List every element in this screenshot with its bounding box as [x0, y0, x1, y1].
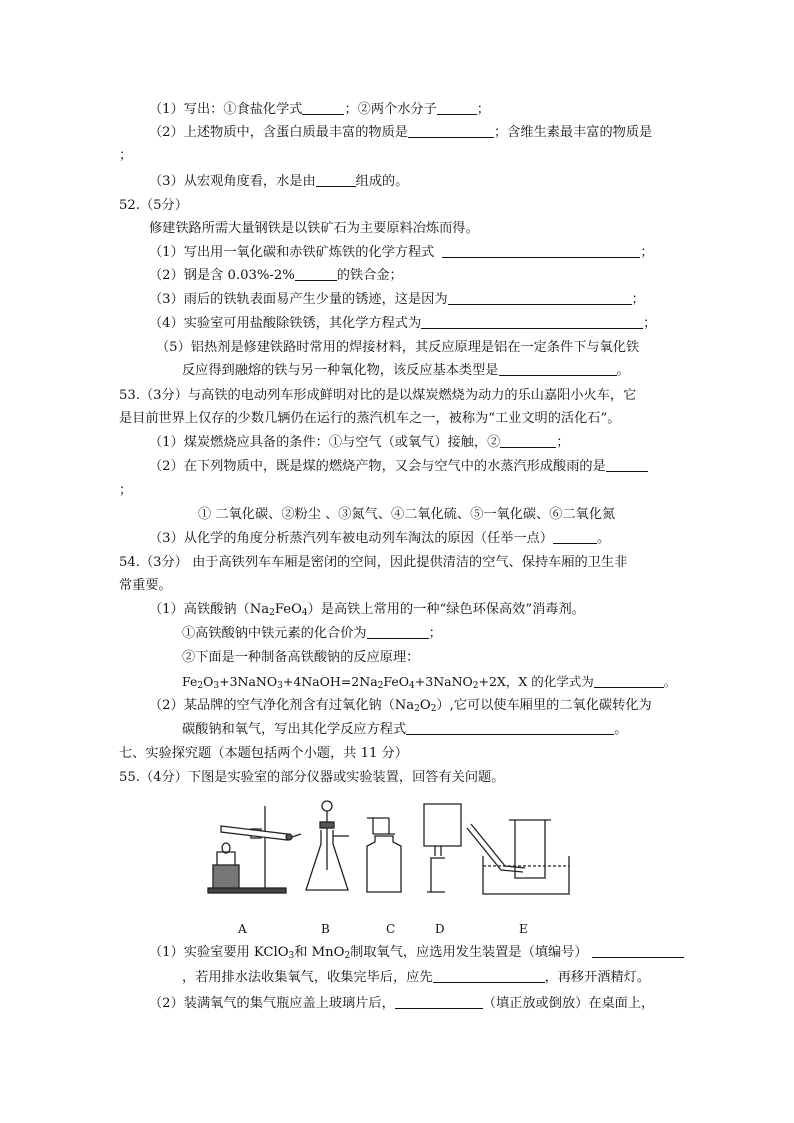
q51-part2-end: ；	[119, 148, 133, 163]
q53-text-1: 53.（3分）与高铁的电动列车形成鲜明对比的是以煤炭燃烧为动力的乐山嘉阳小火车，它	[119, 388, 637, 403]
q52-part5b: 反应得到融熔的铁与另一种氧化物，该反应基本类型是 。	[182, 363, 630, 378]
q52-part4: （4）实验室可用盐酸除铁锈，其化学方程式为 ；	[149, 316, 657, 331]
answer-blank[interactable]	[406, 720, 614, 735]
q53-part2: （2）在下列物质中，既是煤的燃烧产物，又会与空气中的水蒸汽形成酸雨的是	[149, 457, 648, 477]
q51-part3: （3）从宏观角度看，水是由 组成的。	[149, 174, 409, 189]
section-heading: 七、实验探究题（本题包括两个小题，共 11 分）	[119, 746, 408, 761]
q53-options: ① 二氧化碳、②粉尘 、③氮气、④二氧化硫、⑤一氧化碳、⑥二氧化氮	[198, 507, 616, 522]
answer-blank[interactable]	[408, 123, 494, 138]
apparatus-c	[367, 818, 401, 892]
answer-blank[interactable]	[499, 361, 617, 376]
q52-part1: （1）写出用一氧化碳和赤铁矿炼铁的化学方程式 ；	[149, 245, 654, 260]
apparatus-a	[208, 806, 301, 893]
apparatus-d	[424, 804, 461, 892]
answer-blank[interactable]	[433, 968, 545, 983]
figure-label-c: C	[386, 922, 396, 936]
answer-blank[interactable]	[367, 624, 429, 639]
q53-text-2: 是目前世界上仅存的少数几辆仍在运行的蒸汽机车之一，被称为“工业文明的活化石”。	[119, 411, 621, 426]
q52-part3: （3）雨后的铁轨表面易产生少量的锈迹，这是因为 ；	[149, 292, 645, 307]
answer-blank[interactable]	[295, 266, 337, 281]
figure-label-b: B	[321, 922, 330, 936]
answer-blank[interactable]	[421, 314, 643, 329]
answer-blank[interactable]	[592, 943, 684, 958]
q54-part1-i: ①高铁酸钠中铁元素的化合价为 ；	[182, 626, 442, 641]
q55-part2: （2）装满氧气的集气瓶应盖上玻璃片后， （填正放或倒放）在桌面上，	[149, 996, 655, 1011]
q52-heading: 52.（5分）	[119, 198, 188, 213]
q54-part1-ii: ②下面是一种制备高铁酸钠的反应原理：	[182, 650, 420, 665]
figure-label-e: E	[519, 922, 528, 936]
q51-part1: （1）写出：①食盐化学式 ；②两个水分子 ；	[149, 102, 490, 117]
answer-blank[interactable]	[442, 243, 640, 258]
q54-text-2: 常重要。	[119, 578, 172, 593]
answer-blank[interactable]	[553, 529, 597, 544]
q53-part1: （1）煤炭燃烧应具备的条件：①与空气（或氧气）接触，② ；	[149, 435, 570, 450]
answer-blank[interactable]	[395, 994, 483, 1009]
q51-part2: （2）上述物质中，含蛋白质最丰富的物质是 ；含维生素最丰富的物质是	[149, 125, 653, 140]
q54-part1: （1）高铁酸钠$(Na_2FeO_4)$是高铁上常用的一种“绿色环保高效”消毒剂。	[149, 602, 585, 618]
q54-part2: （2）某品牌的空气净化剂含有过氧化钠$(Na_2O_2)$,它可以使车厢里的二氧化碳转化为	[149, 698, 652, 714]
answer-blank[interactable]	[594, 673, 664, 688]
answer-blank[interactable]	[437, 100, 477, 115]
answer-blank[interactable]	[448, 290, 632, 305]
q52-part5a: （5）铝热剂是修建铁路时常用的焊接材料，其反应原理是铝在一定条件下与氧化铁	[156, 340, 640, 355]
answer-blank[interactable]	[606, 457, 648, 472]
q54-equation: $Fe_2O_3+3NaNO_3+4NaOH=2Na_2FeO_4+3NaNO_2+2X$，X 的化学式为 。	[182, 674, 677, 691]
apparatus-e	[467, 820, 569, 894]
answer-blank[interactable]	[316, 172, 356, 187]
q55-part1-b: ，若用排水法收集氧气，收集完毕后，应先 ，再移开酒精灯。	[182, 970, 651, 985]
q54-part2-b: 碳酸钠和氧气，写出其化学反应方程式 。	[182, 722, 628, 737]
figure-label-d: D	[435, 922, 445, 936]
answer-blank[interactable]	[302, 100, 344, 115]
lab-apparatus-figure	[205, 800, 575, 900]
q55-part1: （1）实验室要用 KClO$_3$和 MnO$_2$制取氧气，应选用发生装置是（填编号）	[149, 943, 684, 966]
apparatus-b	[306, 801, 349, 890]
answer-blank[interactable]	[500, 433, 556, 448]
q54-text-1: 54.（3分） 由于高铁列车车厢是密闭的空间，因此提供清洁的空气、保持车厢的卫生非	[119, 555, 628, 570]
q52-intro: 修建铁路所需大量钢铁是以铁矿石为主要原料冶炼而得。	[149, 221, 479, 236]
q53-part2-end: ；	[119, 483, 133, 498]
q55-heading: 55.（4分）下图是实验室的部分仪器或实验装置，回答有关问题。	[119, 770, 505, 785]
q53-part3: （3）从化学的角度分析蒸汽列车被电动列车淘汰的原因（任举一点） 。	[149, 531, 611, 546]
q52-part2: （2）钢是含 0.03%-2% 的铁合金；	[149, 268, 403, 283]
figure-label-a: A	[238, 922, 247, 936]
